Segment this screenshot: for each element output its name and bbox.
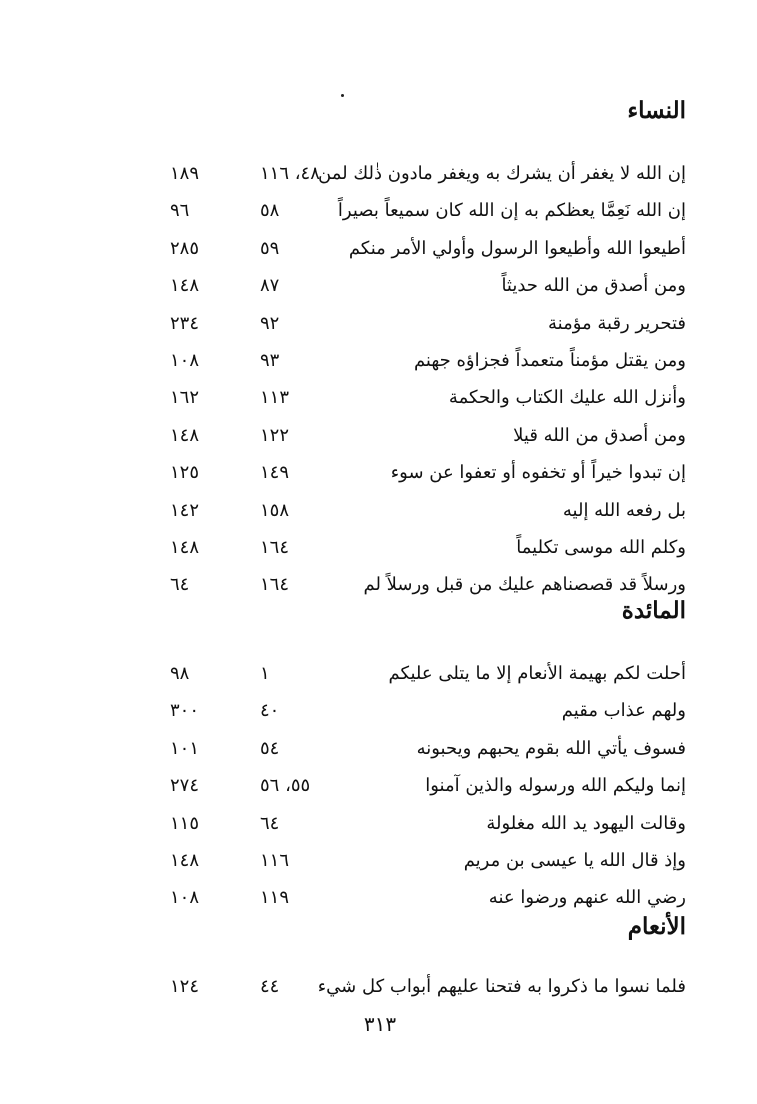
verse-text: فسوف يأتي الله بقوم يحبهم ويحبونه [416,737,686,759]
page-reference: ١٤٨ [170,275,200,297]
page-reference: ١٦٢ [170,387,200,409]
page-reference: ١٨٩ [170,163,200,184]
page-number: ٣١٣ [363,1012,397,1036]
page-reference: ١٢٥ [170,462,200,484]
page-reference: ١٠٨ [170,349,200,371]
verse-text: ورسلاً قد قصصناهم عليك من قبل ورسلاً لم [363,574,686,596]
ayah-number: ٩٣ [260,349,280,371]
page-reference: ١٤٨ [170,849,200,871]
section-maidah [170,596,686,917]
page-reference: ١٤٨ [170,536,200,558]
page-reference: ١٢٤ [170,976,200,997]
index-entry [170,155,686,192]
verse-text: إن الله نَعِمَّا يعظكم به إن الله كان سميعاً بصيراً [337,200,686,222]
index-entry [170,529,686,566]
ayah-number: ١ [260,663,270,684]
verse-text: وأنزل الله عليك الكتاب والحكمة [448,387,686,409]
verse-text: ولهم عذاب مقيم [561,700,686,722]
verse-text: إن تبدوا خيراً أو تخفوه أو تعفوا عن سوء [390,462,686,484]
ayah-number: ٤٨، ١١٦ [260,163,320,184]
page-reference: ٢٨٥ [170,237,200,259]
verse-text: فتحرير رقبة مؤمنة [547,312,686,334]
page-reference: ٩٦ [170,200,190,222]
page-reference: ٩٨ [170,663,190,684]
ayah-number: ١١٦ [260,849,290,871]
verse-text: إنما وليكم الله ورسوله والذين آمنوا [425,775,686,797]
ayah-number: ٤٤ [260,976,280,997]
ayah-number: ٦٤ [260,812,280,834]
index-entry [170,655,686,692]
ayah-number: ١٥٨ [260,499,290,521]
page-reference: ١٠١ [170,737,200,759]
verse-text: رضي الله عنهم ورضوا عنه [488,887,686,909]
verse-text: وإذ قال الله يا عيسى بن مريم [463,849,686,871]
ayah-number: ٥٩ [260,237,280,259]
index-entry [170,417,686,454]
section-title: الأنعام [627,913,686,940]
page-reference: ١٤٢ [170,499,200,521]
page-reference: ١١٥ [170,812,200,834]
index-entry [170,267,686,304]
index-entry [170,454,686,491]
verse-text: وكلم الله موسى تكليماً [516,536,686,558]
section-title: المائدة [621,597,686,624]
section-anam [170,912,686,1005]
ayah-number: ٨٧ [260,275,280,297]
section-nisa [170,96,686,604]
verse-text: فلما نسوا ما ذكروا به فتحنا عليهم أبواب كل شيء [317,976,686,997]
ayah-number: ١١٩ [260,887,290,909]
page-reference: ١٤٨ [170,424,200,446]
index-entry [170,492,686,529]
ayah-number: ٥٤ [260,737,280,759]
ayah-number: ٥٨ [260,200,280,222]
page-reference: ٢٣٤ [170,312,200,334]
verse-text: إن الله لا يغفر أن يشرك به ويغفر مادون ذٰلك لمن [318,163,686,184]
ayah-number: ١٢٢ [260,424,290,446]
verse-text: ومن يقتل مؤمناً متعمداً فجزاؤه جهنم [413,349,686,371]
index-entry [170,842,686,879]
section-title: النساء [627,97,686,124]
index-entry [170,305,686,342]
ayah-number: ٥٥، ٥٦ [260,775,311,797]
index-entry [170,692,686,729]
verse-text: ومن أصدق من الله حديثاً [501,275,686,297]
verse-text: أحلت لكم بهيمة الأنعام إلا ما يتلى عليكم [388,663,686,684]
index-entry [170,342,686,379]
ayah-number: ١٦٤ [260,574,290,596]
verse-text: أطيعوا الله وأطيعوا الرسول وأولي الأمر منكم [348,237,686,259]
ayah-number: ٩٢ [260,312,280,334]
index-entry [170,968,686,1005]
page-reference: ٢٧٤ [170,775,200,797]
index-entry [170,379,686,416]
ayah-number: ٤٠ [260,700,280,722]
ayah-number: ١٦٤ [260,536,290,558]
page-reference: ١٠٨ [170,887,200,909]
page-reference: ٦٤ [170,574,190,596]
index-entry [170,767,686,804]
index-entry [170,730,686,767]
index-entry [170,805,686,842]
ayah-number: ١١٣ [260,387,290,409]
page-reference: ٣٠٠ [170,700,200,722]
index-entry [170,192,686,229]
verse-text: وقالت اليهود يد الله مغلولة [486,812,686,834]
verse-text: بل رفعه الله إليه [562,499,686,521]
index-entry [170,230,686,267]
verse-text: ومن أصدق من الله قيلا [513,424,686,446]
ayah-number: ١٤٩ [260,462,290,484]
